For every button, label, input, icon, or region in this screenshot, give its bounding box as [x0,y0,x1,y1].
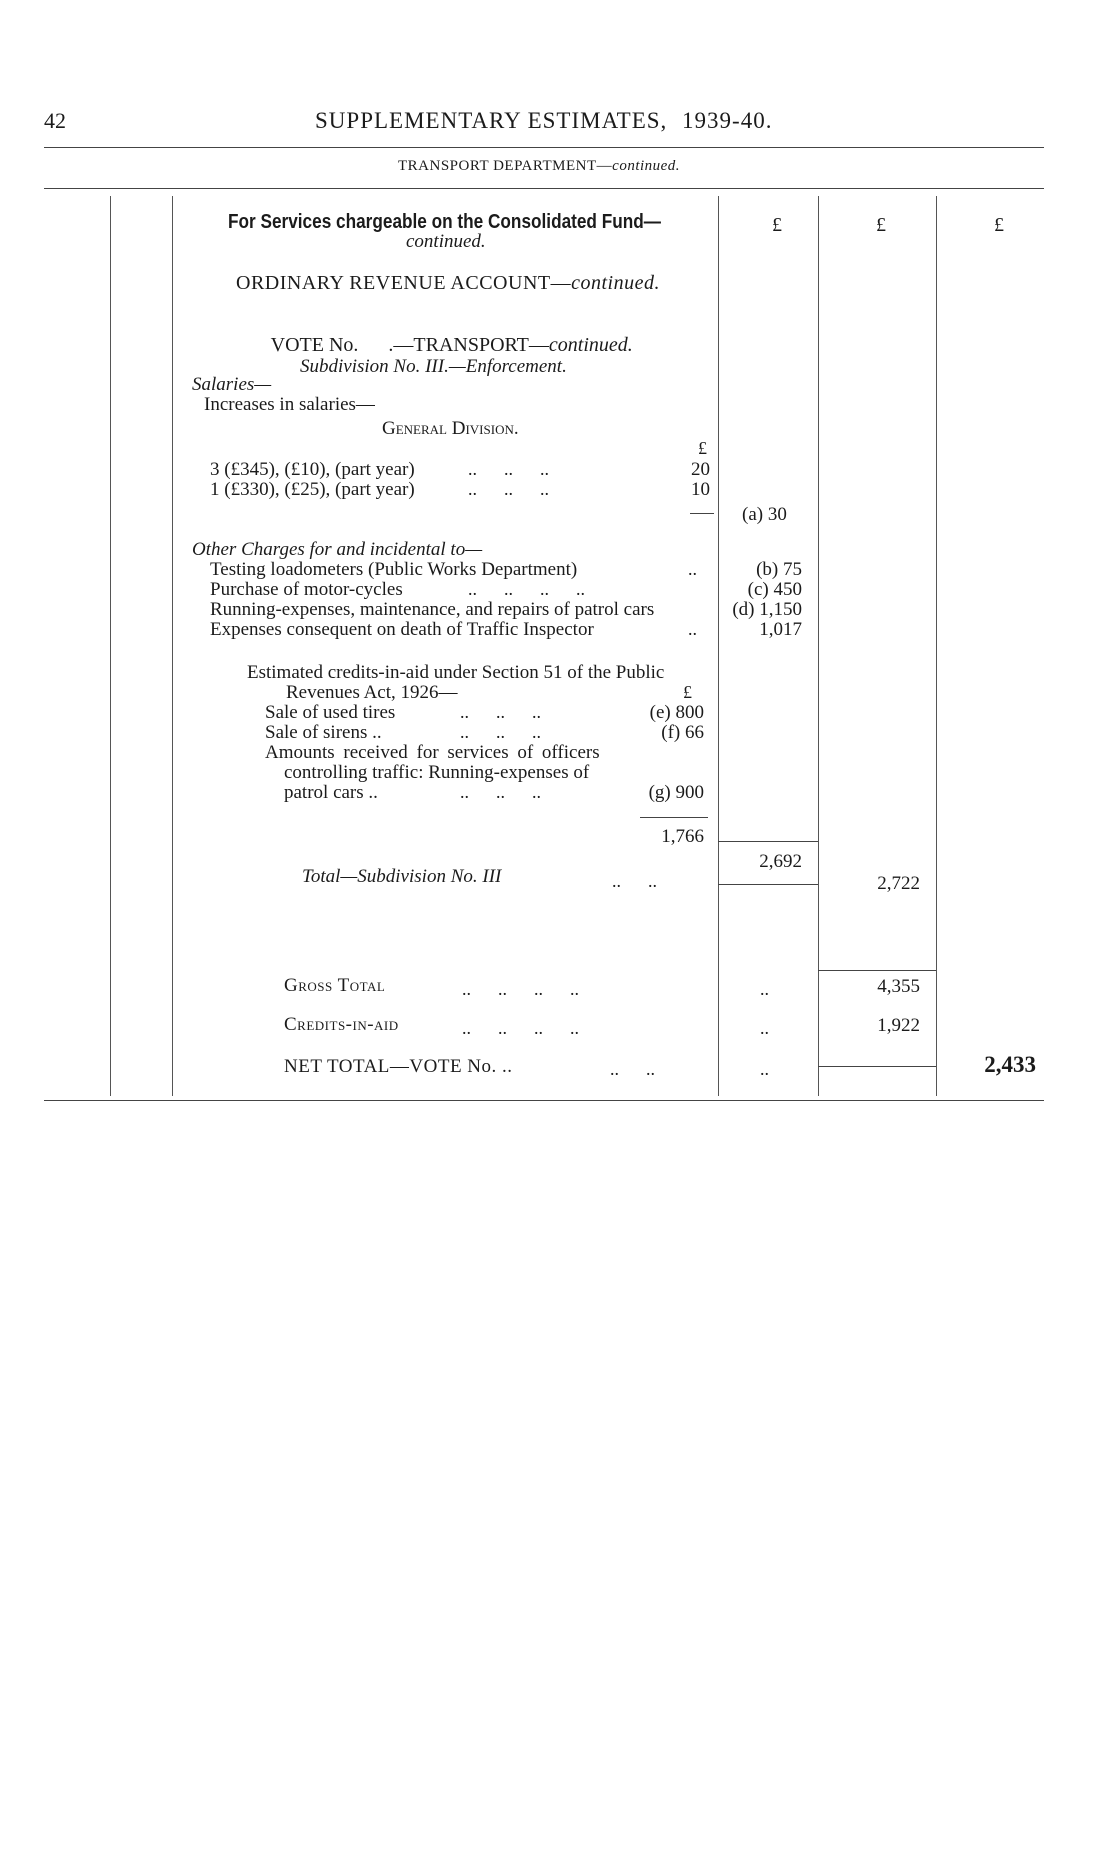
credit-row-1-text: Sale of used tires [265,702,396,723]
salaries-label: Salaries— [192,374,272,395]
credits-currency: £ [683,682,692,702]
charge-row-4-amount: 1,017 [759,619,802,640]
division-label: General Division. [382,418,519,439]
credit-row-2-leaders: .. .. .. [460,722,541,742]
credits-in-aid-label: Credits-in-aid [284,1014,399,1035]
title-year: 1939-40. [682,108,773,133]
credits-heading-2: Revenues Act, 1926— [286,682,458,703]
credit-amounts-line-2: controlling traffic: Running-expenses of [284,762,590,783]
column-header-3: £ [994,214,1004,236]
title-text: SUPPLEMENTARY ESTIMATES, [315,108,668,133]
column-rule-1 [718,196,719,1096]
salaries-currency: £ [698,438,707,458]
table-top-rule [44,188,1044,189]
salary-row-2-text: 1 (£330), (£25), (part year) [210,479,415,500]
charge-row-2-amount: (c) 450 [747,579,802,600]
subdivision-total-label: Total—Subdivision No. III [302,866,502,887]
column-rule-2 [818,196,819,1096]
salaries-subtotal: (a) 30 [742,504,787,525]
vote-name: VOTE No. .—TRANSPORT— [270,334,549,356]
account-suffix: continued. [571,272,660,294]
page-title [315,108,772,134]
column-rule-3 [936,196,937,1096]
credits-in-aid-leaders: .. .. .. .. [462,1018,579,1038]
fund-heading: For Services chargeable on the Consolidated Fund— [228,211,661,233]
increases-label: Increases in salaries— [204,394,375,415]
account-name: ORDINARY REVENUE ACCOUNT— [236,272,572,294]
page-number: 42 [44,108,66,133]
charge-row-3-text: Running-expenses, maintenance, and repairs of patrol cars [210,599,655,620]
col2-net-rule [818,1066,936,1067]
account-heading [236,272,660,295]
net-total-leaders: .. .. [610,1059,655,1079]
credit-amounts-leaders: .. .. .. [460,782,541,802]
subdivision-total-leaders: .. .. [612,871,657,891]
department-suffix: continued. [612,158,681,174]
salary-row-1-leaders: .. .. .. [468,459,549,479]
credits-total: 1,766 [661,826,704,847]
charge-row-3-amount: (d) 1,150 [732,599,802,620]
charge-row-2-leaders: .. .. .. .. [468,579,585,599]
credits-in-aid-col1: .. [760,1018,769,1038]
credit-row-2-text: Sale of sirens .. [265,722,382,743]
subdivision-total-col1: 2,692 [759,851,802,872]
net-total-col1: .. [760,1059,769,1079]
subdivision-heading: Subdivision No. III.—Enforcement. [300,356,567,377]
other-charges-label: Other Charges for and incidental to— [192,539,483,560]
charge-row-1-leaders: .. [688,559,697,579]
charge-row-1-text: Testing loadometers (Public Works Department) [210,559,578,580]
gross-total-col1: .. [760,979,769,999]
net-total-col3: 2,433 [984,1052,1036,1077]
charge-row-1-amount: (b) 75 [756,559,802,580]
salaries-sum-rule [690,513,714,514]
department-heading [398,158,680,175]
table-left-rule-inner [172,196,173,1096]
credit-row-2-amount: (f) 66 [661,722,704,743]
vote-suffix: continued. [548,334,633,356]
col2-summary-rule-top [818,970,936,971]
credit-amounts-line-1: Amounts received for services of officers [265,742,600,763]
vote-heading [261,311,633,357]
salary-row-2-leaders: .. .. .. [468,479,549,499]
credit-amounts-line-3: patrol cars .. [284,782,378,803]
header-rule [44,147,1044,148]
salary-row-1-text: 3 (£345), (£10), (part year) [210,459,415,480]
salary-row-1-amount: 20 [691,459,710,480]
charge-row-4-leaders: .. [688,619,697,639]
credits-sum-rule [640,817,708,818]
charge-row-2-text: Purchase of motor-cycles [210,579,403,600]
charge-row-4-text: Expenses consequent on death of Traffic Inspector [210,619,594,640]
gross-total-label: Gross Total [284,975,386,996]
salary-row-2-amount: 10 [691,479,710,500]
col1-total-rule-bottom [718,884,818,885]
credits-heading-1: Estimated credits-in-aid under Section 51 of the Public [247,662,665,683]
fund-continued: continued. [406,231,486,252]
gross-total-leaders: .. .. .. .. [462,979,579,999]
table-bottom-rule [44,1100,1044,1101]
credit-row-1-amount: (e) 800 [649,702,704,723]
subdivision-total-col2: 2,722 [877,873,920,894]
gross-total-col2: 4,355 [877,976,920,997]
col1-total-rule-top [718,841,818,842]
credits-in-aid-col2: 1,922 [877,1015,920,1036]
department-name: TRANSPORT DEPARTMENT— [398,158,613,174]
credit-amounts-value: (g) 900 [648,782,704,803]
column-header-2: £ [876,214,886,236]
credit-row-1-leaders: .. .. .. [460,702,541,722]
net-total-label: NET TOTAL—VOTE No. .. [284,1056,513,1077]
table-left-rule-outer [110,196,111,1096]
column-header-1: £ [772,214,782,236]
